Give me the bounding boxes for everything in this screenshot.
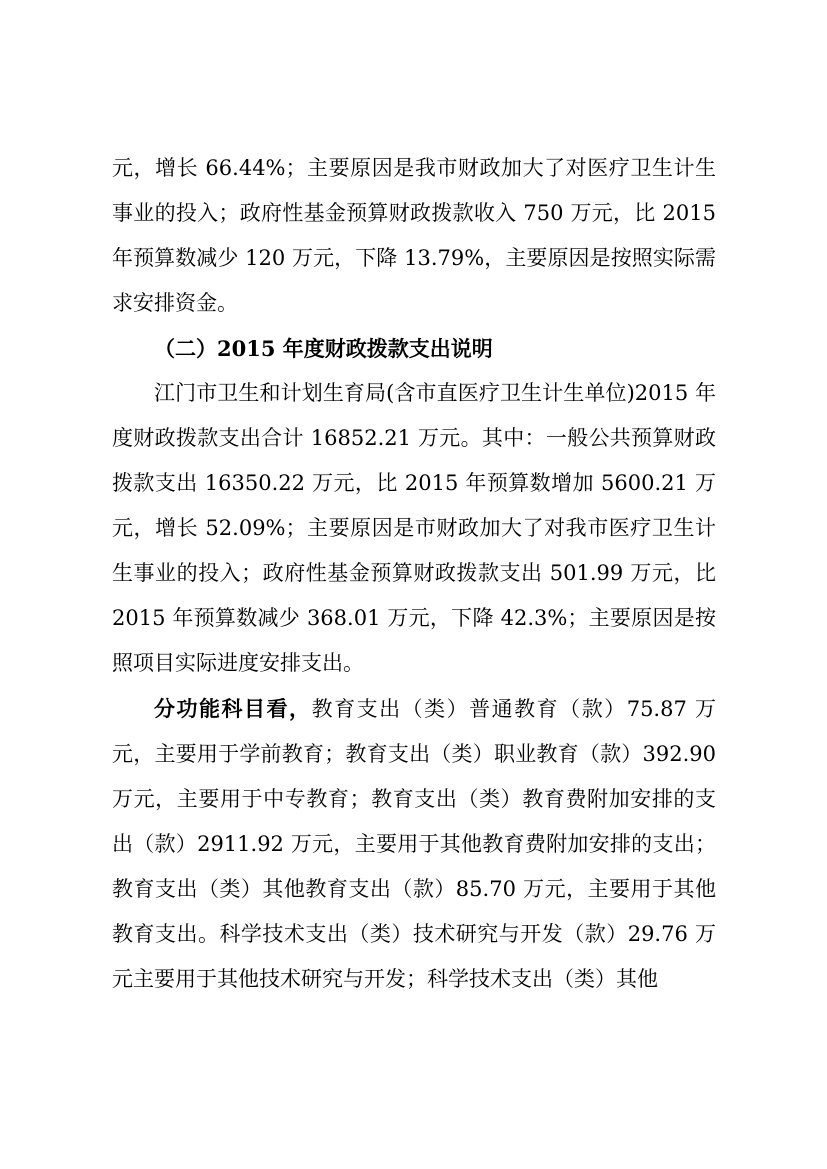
functional-lead-emphasis: 分功能科目看， xyxy=(154,696,312,721)
section-heading-expenditure: （二）2015 年度财政拨款支出说明 xyxy=(154,336,493,361)
paragraph-functional-classification xyxy=(112,686,716,1002)
paragraph-revenue-continuation: 元，增长 66.44%；主要原因是我市财政加大了对医疗卫生计生事业的投入；政府性基金预算财政拨款收入 750 万元，比 2015 年预算数减少 120 万元，下降 13.79%，主要原因是按照实际需求安排资金。 xyxy=(112,156,716,315)
functional-body-text: 教育支出（类）普通教育（款）75.87 万元，主要用于学前教育；教育支出（类）职业教育（款）392.90 万元，主要用于中专教育；教育支出（类）教育费附加安排的支出（款）2911.92 万元，主要用于其他教育费附加安排的支出；教育支出（类）其他教育支出（款）85.70 万元，主要用于其他教育支出。科学技术支出（类）技术研究与开发（款）29.76 万元主要用于其他技术研究与开发；科学技术支出（类）其他 xyxy=(112,697,717,991)
paragraph-expenditure-summary: 江门市卫生和计划生育局(含市直医疗卫生计生单位)2015 年度财政拨款支出合计 16852.21 万元。其中：一般公共预算财政拨款支出 16350.22 万元，比 2015 年预算数增加 5600.21 万元，增长 52.09%；主要原因是市财政加大了对我市医疗卫生计生事业的投入；政府性基金预算财政拨款支出 501.99 万元，比 2015 年预算数减少 368.01 万元，下降 42.3%；主要原因是按照项目实际进度安排支出。 xyxy=(112,381,716,675)
